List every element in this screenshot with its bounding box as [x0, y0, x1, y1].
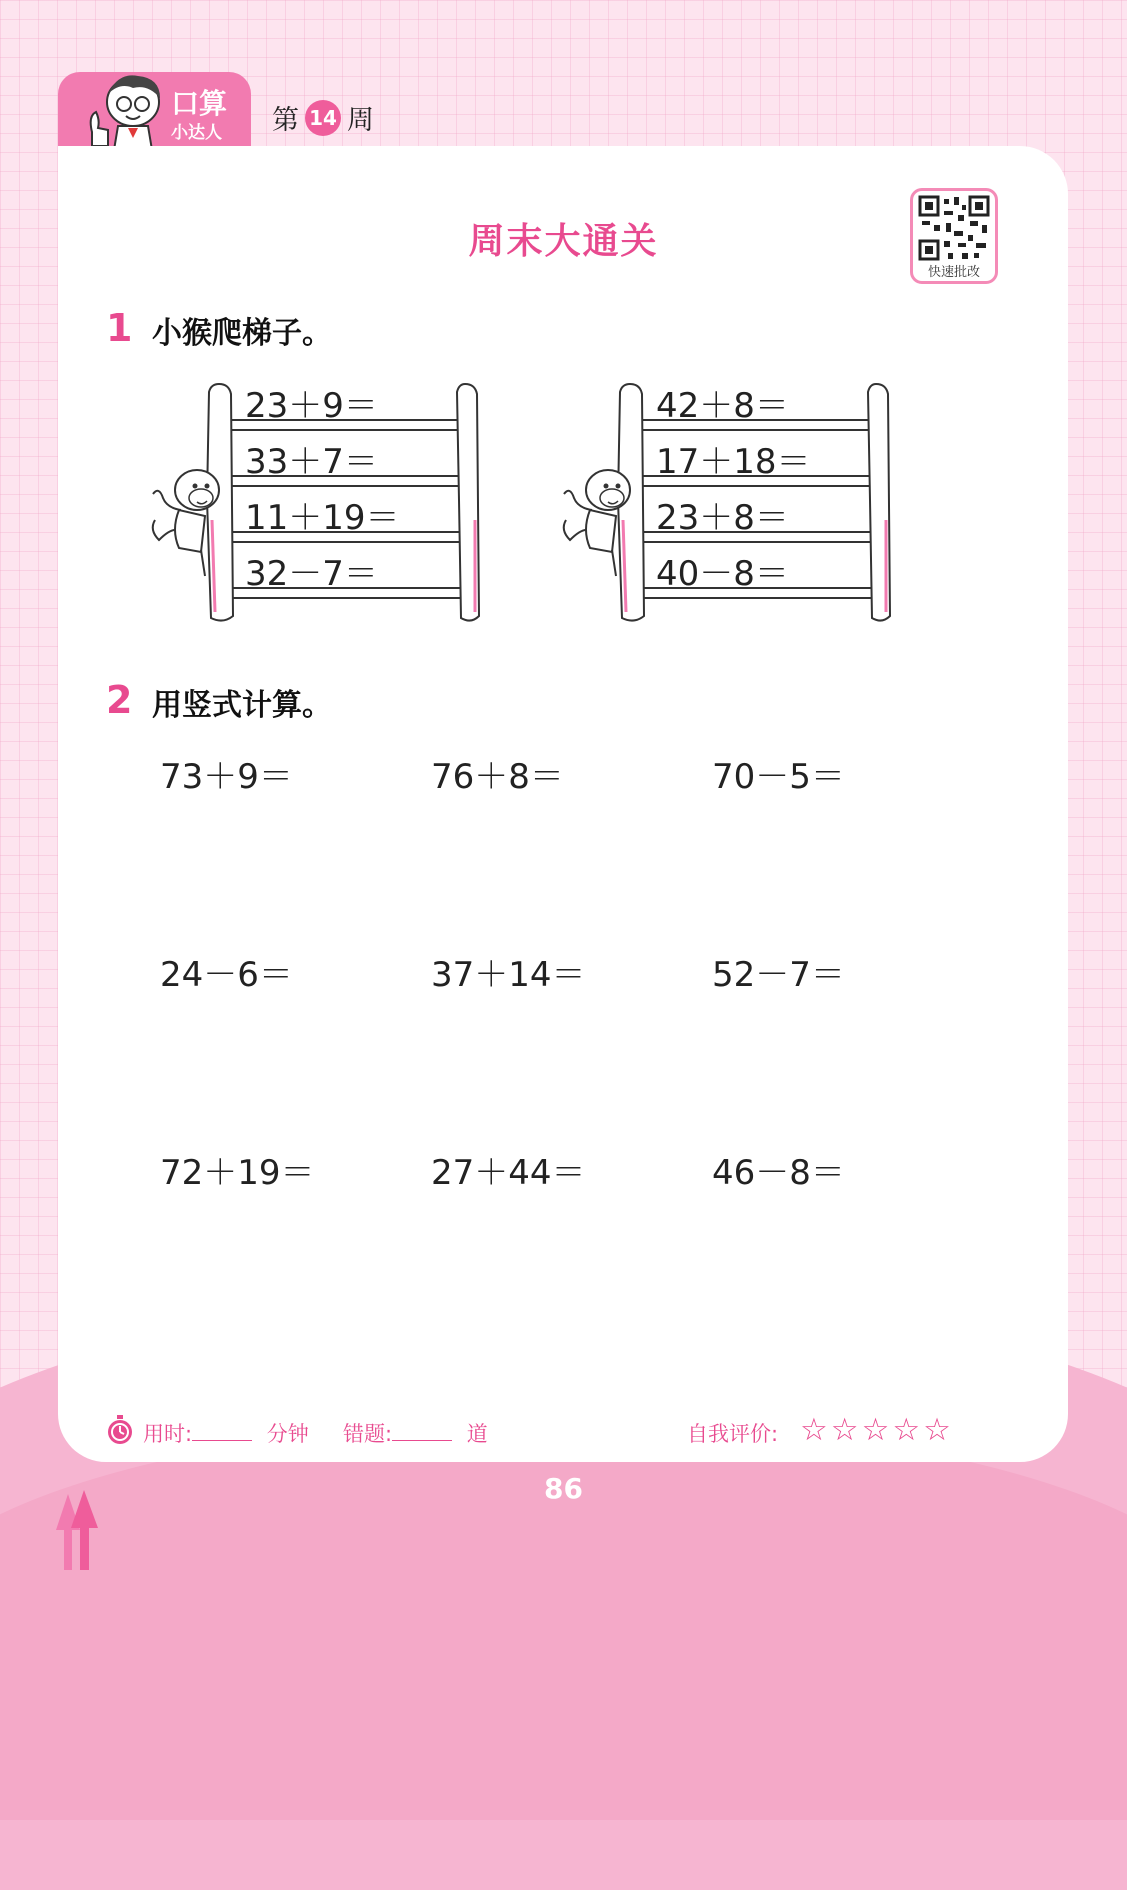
ladder-1-rung-1: 23＋9＝ — [245, 386, 378, 426]
question-2-number: 2 — [106, 678, 133, 722]
arrows-decoration-icon — [54, 1490, 104, 1570]
errors-field — [343, 1418, 488, 1448]
tab-subtitle: 小达人 — [171, 123, 222, 143]
ladder-1 — [145, 380, 485, 630]
week-suffix: 周 — [347, 105, 374, 136]
self-eval-label: 自我评价: — [687, 1422, 779, 1446]
qr-code-icon — [918, 195, 990, 261]
problem: 70－5＝ — [712, 757, 845, 797]
errors-unit: 道 — [466, 1422, 488, 1446]
question-2-instruction: 用竖式计算。 — [152, 688, 332, 723]
problem: 72＋19＝ — [160, 1153, 315, 1193]
ladder-2-rung-2: 17＋18＝ — [656, 442, 811, 482]
ladder-2-rung-4: 40－8＝ — [656, 554, 789, 594]
question-1-number: 1 — [106, 306, 133, 350]
errors-blank[interactable] — [392, 1422, 452, 1441]
ladder-2-rung-1: 42＋8＝ — [656, 386, 789, 426]
problem: 46－8＝ — [712, 1153, 845, 1193]
time-label: 用时: — [143, 1422, 193, 1446]
errors-label: 错题: — [343, 1422, 393, 1446]
ladder-2-rung-3: 23＋8＝ — [656, 498, 789, 538]
page-number: 86 — [544, 1472, 583, 1505]
qr-label: 快速批改 — [927, 265, 980, 280]
mascot-boy-icon — [78, 72, 168, 152]
time-blank[interactable] — [192, 1422, 252, 1441]
week-label — [272, 98, 374, 137]
ladder-1-rung-2: 33＋7＝ — [245, 442, 378, 482]
problem: 76＋8＝ — [431, 757, 564, 797]
problem: 37＋14＝ — [431, 955, 586, 995]
problem: 27＋44＝ — [431, 1153, 586, 1193]
ladder-2 — [556, 380, 896, 630]
problem: 73＋9＝ — [160, 757, 293, 797]
question-1-instruction: 小猴爬梯子。 — [152, 316, 332, 351]
tab-title: 口算 — [171, 87, 228, 120]
time-field — [143, 1418, 309, 1448]
week-prefix: 第 — [272, 105, 299, 136]
ladder-1-rung-4: 32－7＝ — [245, 554, 378, 594]
stopwatch-icon — [105, 1414, 135, 1446]
time-unit: 分钟 — [266, 1422, 309, 1446]
ladder-1-rung-3: 11＋19＝ — [245, 498, 400, 538]
week-number-badge: 14 — [305, 100, 341, 136]
rating-stars[interactable]: ☆☆☆☆☆ — [800, 1412, 954, 1448]
qr-code[interactable] — [910, 188, 998, 284]
problem: 24－6＝ — [160, 955, 293, 995]
page-title: 周末大通关 — [468, 221, 659, 262]
problem: 52－7＝ — [712, 955, 845, 995]
